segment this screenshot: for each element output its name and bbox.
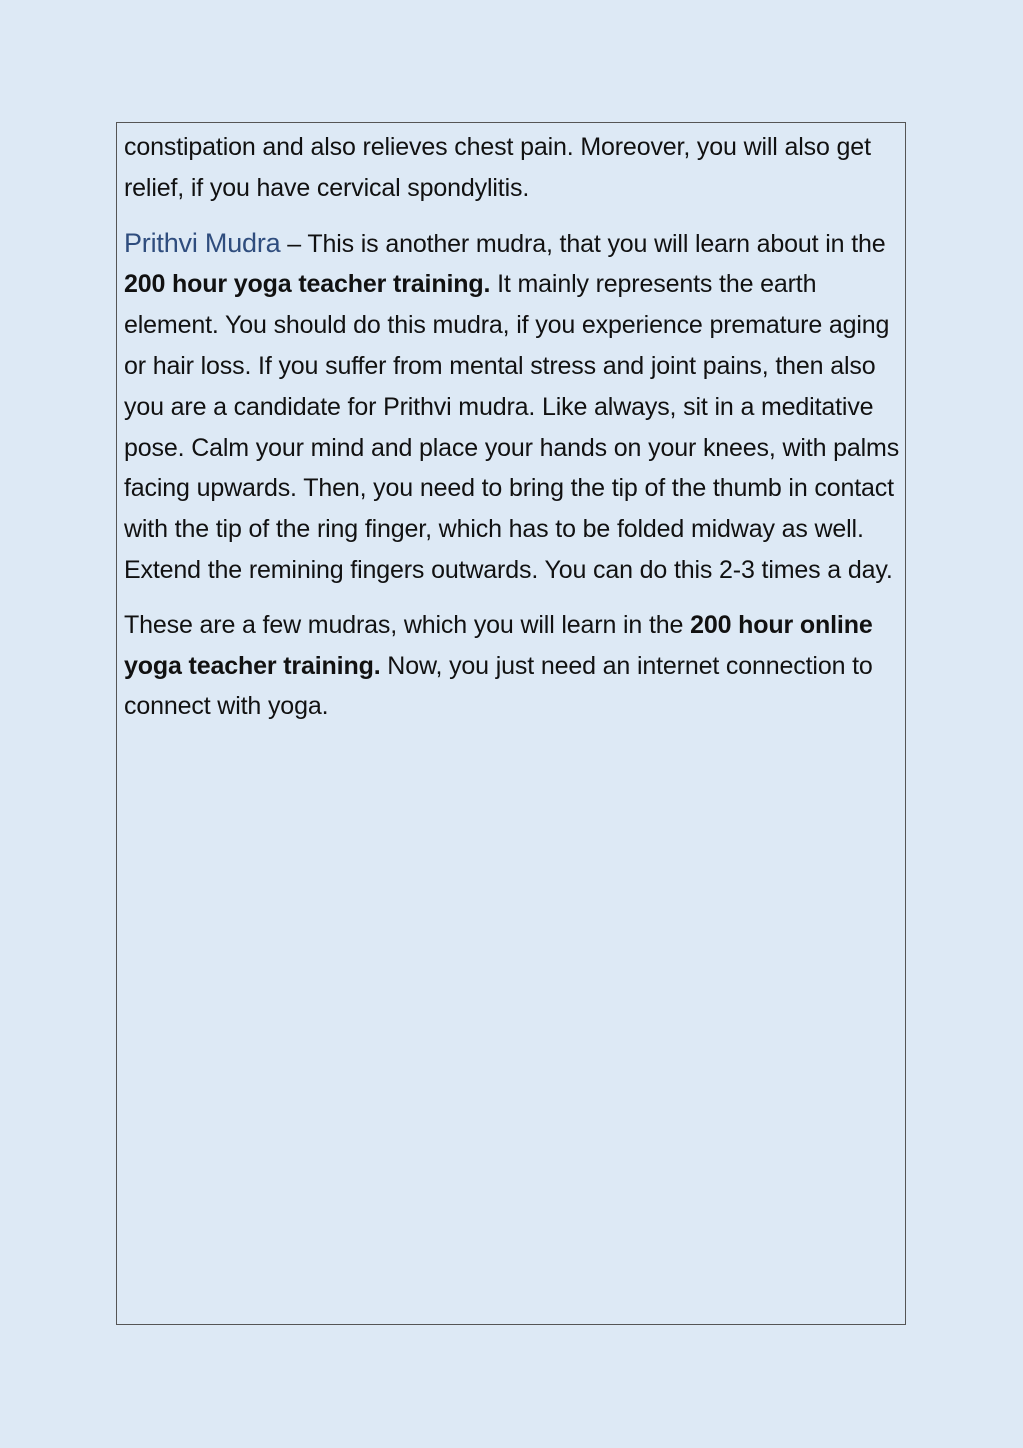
- document-body: [124, 127, 904, 727]
- paragraph-text: Now, you just need an internet connection to connect with yoga.: [124, 651, 873, 721]
- paragraph-text: constipation and also relieves chest pain. Moreover, you will also get relief, if you have cervical spondylitis.: [124, 133, 871, 202]
- paragraph-prithvi-mudra: [124, 223, 904, 591]
- paragraph-text: – This is another mudra, that you will learn about in the: [280, 229, 886, 258]
- section-heading-prithvi-mudra: Prithvi Mudra: [124, 227, 281, 258]
- paragraph-text: These are a few mudras, which you will learn in the: [124, 610, 691, 639]
- paragraph-text: It mainly represents the earth element. You should do this mudra, if you experience premature aging or hair loss. If you suffer from mental stress and joint pains, then also you are a candidate for Prithvi mudra. Like always, sit in a meditative pose. Calm your mind and place your hands on your knees, with palms facing upwards. Then, you need to bring the tip of the thumb in contact with the tip of the ring finger, which has to be folded midway as well. Extend the remining fingers outwards. You can do this 2-3 times a day.: [124, 270, 900, 584]
- bold-keyword: 200 hour yoga teacher training.: [124, 270, 491, 299]
- bold-keyword: 200 hour online yoga teacher training.: [124, 610, 873, 680]
- paragraph-conclusion: [124, 605, 904, 727]
- paragraph-continuation: [124, 127, 904, 209]
- page-frame: [116, 122, 906, 1325]
